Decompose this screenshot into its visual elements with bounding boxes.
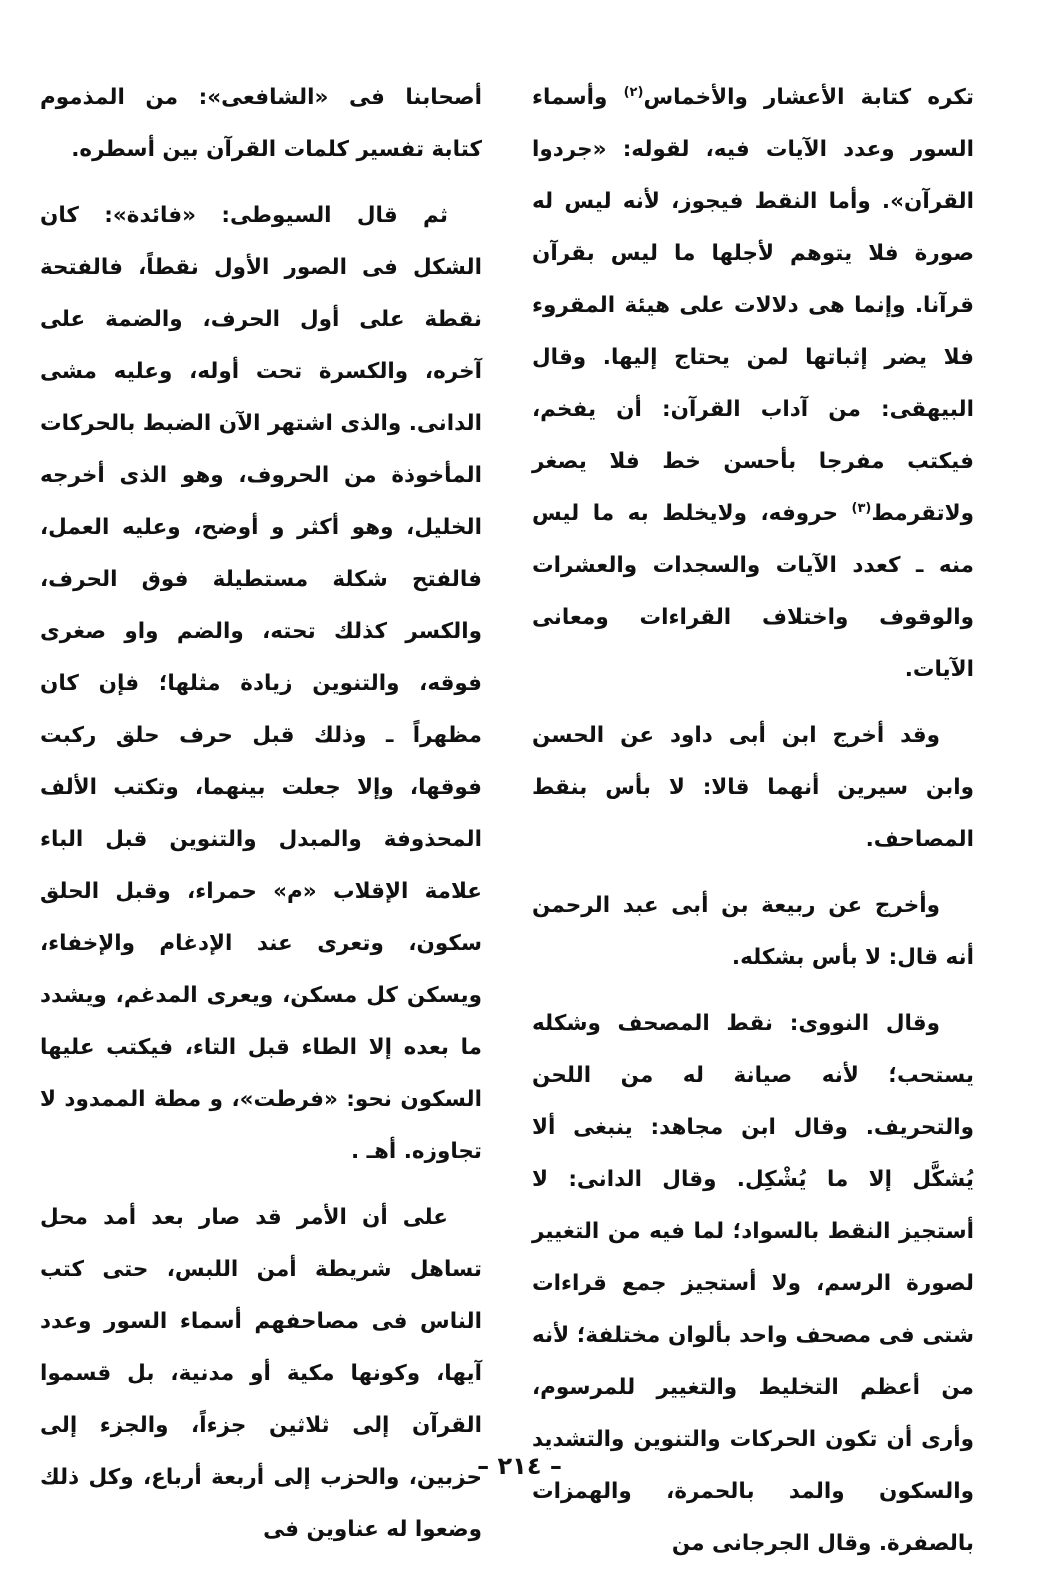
paragraph: ثم قال السيوطى: «فائدة»: كان الشكل فى الصور الأول نقطاً، فالفتحة نقطة على أول الحرف، والضمة على آخره، والكسرة تحت أوله، وعليه مشى الدانى. والذى اشتهر الآن الضبط بالحركات المأخوذة من الحروف، وهو الذى أخرجه الخليل، وهو أكثر و أوضح، وعليه العمل، فالفتح شكلة مستطيلة فوق الحرف، والكسر كذلك تحته، والضم واو صغرى فوقه، والتنوين زيادة مثلها؛ فإن كان مظهراً ـ وذلك قبل حرف حلق ركبت فوقها، وإلا جعلت بينهما، وتكتب الألف المحذوفة والمبدل والتنوين قبل الباء علامة الإقلاب «م» حمراء، وقبل الحلق سكون، وتعرى عند الإدغام والإخفاء، ويسكن كل مسكن، ويعرى المدغم، ويشدد ما بعده إلا الطاء قبل التاء، فيكتب عليها السكون نحو: «فرطت»، و مطة الممدود لا تجاوزه. أهـ .	[40, 203, 482, 1164]
paragraph: وقال النووى: نقط المصحف وشكله يستحب؛ لأنه صيانة له من اللحن والتحريف. وقال ابن مجاهد: ينبغى ألا يُشكَّل إلا ما يُشْكِل. وقال الدانى: لا أستجيز النقط بالسواد؛ لما فيه من التغيير لصورة الرسم، ولا أستجيز جمع قراءات شتى فى مصحف واحد بألوان مختلفة؛ لأنه من أعظم التخليط والتغيير للمرسوم، وأرى أن تكون الحركات والتنوين والتشديد والسكون والمد بالحمرة، والهمزات بالصفرة. وقال الجرجانى من	[532, 1011, 974, 1556]
text-run: وأسماء السور وعدد الآيات فيه، لقوله: «جردوا القرآن». وأما النقط فيجوز، لأنه ليس له صورة فلا يتوهم لأجلها ما ليس بقرآن قرآنا. وإنما هى دلالات على هيئة المقروء فلا يضر إثباتها لمن يحتاج إليها. وقال البيهقى: من آداب القرآن: أن يفخم، فيكتب مفرجا بأحسن خط فلا يصغر ولاتقرمط	[532, 85, 974, 526]
right-text-column	[532, 72, 974, 1584]
paragraph: وأخرج عن ربيعة بن أبى عبد الرحمن أنه قال: لا بأس بشكله.	[532, 893, 974, 970]
left-text-column	[40, 72, 482, 1570]
page-number: – ٢١٤ –	[477, 1452, 562, 1480]
paragraph	[532, 72, 974, 696]
text-run: تكره كتابة الأعشار والأخماس	[643, 85, 975, 110]
footnote-marker: (٢)	[623, 84, 644, 100]
footnote-marker: (٣)	[851, 500, 872, 516]
paragraph: أصحابنا فى «الشافعى»: من المذموم كتابة تفسير كلمات القرآن بين أسطره.	[40, 85, 482, 162]
paragraph: على أن الأمر قد صار بعد أمد محل تساهل شريطة أمن اللبس، حتى كتب الناس فى مصاحفهم أسماء السور وعدد آيها، وكونها مكية أو مدنية، بل قسموا القرآن إلى ثلاثين جزءاً، والجزء إلى حزبين، والحزب إلى أربعة أرباع، وكل ذلك وضعوا له عناوين فى	[40, 1205, 482, 1542]
text-run: حروفه، ولايخلط به ما ليس منه ـ كعدد الآيات والسجدات والعشرات والوقوف واختلاف القراءات ومعانى الآيات.	[532, 501, 974, 682]
paragraph: وقد أخرج ابن أبى داود عن الحسن وابن سيرين أنهما قالا: لا بأس بنقط المصاحف.	[532, 723, 974, 852]
